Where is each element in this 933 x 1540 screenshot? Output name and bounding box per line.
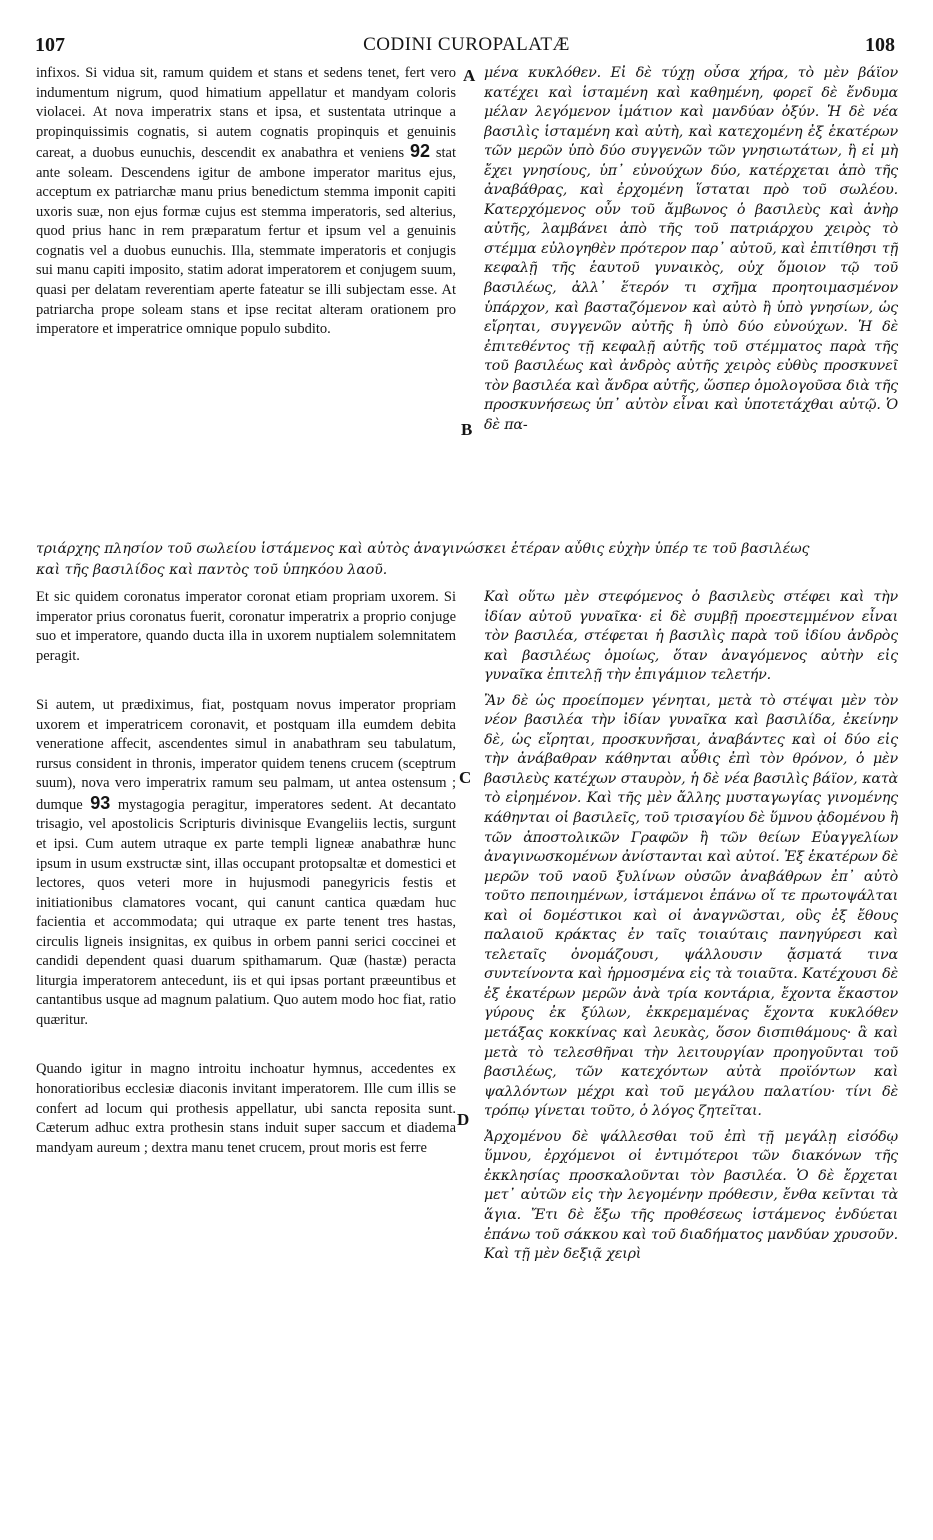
latin-paragraph-3-text-a: Si autem, ut prædiximus, fiat, postquam novus imperator propriam uxorem et imperatricem coronavit, et postquam illa eumdem debita veneratione affecit, ascendentes simul in anabathram seu tabulatum, rursus consident in thronis, imperator quidem tenens crucem (sceptrum suum), nova vero imperatrix ramum seu palmam, ut antea ostensum ; dumque: [36, 697, 456, 813]
greek-spanning-line-1: τριάρχης πλησίον τοῦ σωλείου ἱστάμενος καὶ αὐτὸς ἀναγινώσκει ἑτέραν αὖθις εὐχὴν ὑπέρ τε τοῦ βασιλέως: [36, 541, 810, 557]
page-number-right: 108: [865, 34, 895, 56]
latin-paragraph-1: [36, 64, 456, 340]
greek-paragraph-3: Ἂν δὲ ὡς προείπομεν γένηται, μετὰ τὸ στέψαι μὲν τὸν νέον βασιλέα τὴν ἰδίαν γυναῖκα καὶ βασιλίδα, ἐκείνην δὲ, ὡς εἴρηται, προσκυνῆσαι, ἀναβάντες καὶ οἱ δύο εἰς τὴν ἀνάβαθραν κάθηνται αὖθις ἐπὶ τὸν θρόνον, ὁ μὲν βασιλεὺς κατέχων σταυρὸν, ἡ δὲ νέα βασιλὶς βάϊον, κατὰ τὸ εἰρημένον. Καὶ τῆς μὲν ἄλλης μυσταγωγίας γινομένης κάθηνται οἱ βασιλεῖς, τοῦ τρισαγίου δὲ ὕμνου ᾀδομένου ἢ τῶν ἀποστολικῶν Γραφῶν ἢ τῶν θείων Εὐαγγελίων ἀναγινωσκομένων ἀνίστανται καὶ αὐτοί. Ἐξ ἑκατέρων δὲ μερῶν τοῦ ναοῦ ξυλίνων οὐσῶν ἀναβάθρων ἐπ᾿ αὐτὸ τοῦτο πεποιημένων, ἱστάμενοι ἐπάνω οἵ τε πρωτοψάλται καὶ οἱ δομέστικοι καὶ οἱ ἀναγνῶσται, οὓς ἐξ ἔθους παλαιοῦ κράκτας ἐν ταῖς τοιαύταις πανηγύρεσι καὶ τελεταῖς ὀνομάζουσι, ψάλλουσιν ᾄσματά τινα συντείνοντα καὶ ἡρμοσμένα εἰς τὰ τοιαῦτα. Κατέχουσι δὲ ἐξ ἑκατέρων μερῶν ἀνὰ τρία κοντάρια, ἔχοντα ἕκαστον γύρους ἐκ ξύλων, ἐκκρεμαμένας ἔχοντα κυκλόθεν μετάξας κοκκίνας καὶ λευκὰς, ὅσον δισπιθάμους· ἃ καὶ μετὰ τὸ τελεσθῆναι τὴν λειτουργίαν προηγοῦνται τοῦ βασιλέως, τῶν κατεχόντων αὐτὰ προϊόντων καὶ ψαλλόντων μέχρι καὶ τοῦ μεγάλου παλατίου· τίνι δὲ τρόπῳ γίνεται τοῦτο, ὁ λόγος ζητεῖται.: [484, 692, 898, 1120]
greek-paragraph-4: Ἀρχομένου δὲ ψάλλεσθαι τοῦ ἐπὶ τῇ μεγάλῃ εἰσόδῳ ὕμνου, ἐρχόμενοι οἱ ἐντιμότεροι τῶν διακόνων τῆς ἐκκλησίας προσκαλοῦνται τὸν βασιλέα. Ὁ δὲ ἔρχεται μετ᾿ αὐτῶν εἰς τὴν λεγομένην πρόθεσιν, ἔνθα κεῖνται τὰ ἅγια. Ἔτι δὲ ἔξω τῆς προθέσεως ἱστάμενος ἐνδύεται ἐπάνω τοῦ σάκκου καὶ τοῦ διαδήματος μανδύαν χρυσοῦν. Καὶ τῇ μὲν δεξιᾷ χειρὶ: [484, 1128, 898, 1263]
latin-column-bottom: [36, 588, 456, 1508]
greek-spanning-line-2: καὶ τῆς βασιλίδος καὶ παντὸς τοῦ ὑπηκόου λαοῦ.: [36, 562, 388, 578]
paragraph-gap: [36, 666, 456, 696]
greek-column-bottom: [484, 588, 898, 1508]
paragraph-gap: [36, 1030, 456, 1060]
margin-marker-b: B: [461, 420, 473, 439]
running-title: CODINI CUROPALATÆ: [363, 34, 570, 55]
margin-marker-a: A: [463, 66, 476, 85]
latin-paragraph-4: Quando igitur in magno introitu inchoatur hymnus, accedentes ex honoratioribus ecclesiæ diaconis invitant imperatorem. Ille cum illis se confert ad locum qui prothesis appellatur, ubi sancta reposita sunt. Cæterum adhuc extra prothesin stans induit super saccum et diadema mandyam aureum ; dextra manu tenet crucem, prout moris est ferre: [36, 1061, 456, 1156]
latin-paragraph-2: Et sic quidem coronatus imperator coronat etiam propriam uxorem. Si imperator prius coronatus fuerit, coronatur imperatrix a proprio conjuge suo et imperatore, quando ducta illa in uxorem nuptialem solemnitatem peragit.: [36, 589, 456, 664]
section-number-93: 93: [90, 792, 111, 813]
greek-paragraph-2: Καὶ οὕτω μὲν στεφόμενος ὁ βασιλεὺς στέφει καὶ τὴν ἰδίαν αὐτοῦ γυναῖκα· εἰ δὲ συμβῇ προεστεμμένον εἶναι τὸν βασιλέα, στέφεται ἡ βασιλὶς παρὰ τοῦ ἰδίου ἀνδρὸς καὶ βασιλέως ὁμοίως, ὅταν ἀναγόμενος αὐτὴν εἰς γυναῖκα ἐπιτελῇ τὴν ἐπιγάμιον τελετήν.: [484, 589, 898, 684]
greek-column-top: [484, 64, 898, 534]
latin-paragraph-1-text-b: stat ante soleam. Descendens igitur de ambone imperator maritus ejus, acceptum ex patriarchæ manu prius benedictum stemma imponit capiti uxoris suæ, non ejus formæ cujus est stemma imperatoris, sed alterius, quod prius hanc in rem præparatum fertur et ipsum vel a genuinis cognatis vel a duobus eunuchis. Illa, stemmate imperatoris et conjugis sui manu capiti imposito, statim adorat imperatorem et conjugem suum, quasi per delatam reverentiam aperte fateatur se illi subjectam esse. At patriarcha prope soleam stans et ipse recitat alteram orationem pro imperatore et imperatrice omnique populo subdito.: [36, 145, 456, 338]
latin-paragraph-3-text-b: mystagogia peragitur, imperatores sedent. At decantato trisagio, vel apostolicis Scripturis divinisque Evangeliis lectis, surgunt et ipsi. Cum autem utraque ex parte templi ligneæ anabathræ hunc ipsum in usum exstructæ sint, illas occupant protopsaltæ et domestici et lectores, quos veteri more in hujusmodi panegyricis festis et initiationibus clamatores vocant, qui canunt cantica quædam huc facientia et accommodata; qui utraque ex parte tenent tres hastas, circulis ligneis insignitas, ex quibus in orbem panni serici coccinei et candidi dependent quasi duarum spithamarum. Quæ (hastæ) peracta liturgia imperatorem antecedunt, iis et qui ipsas portant præeuntibus et cantantibus usque ad magnum palatium. Quo autem modo hoc fiat, ratio quæritur.: [36, 796, 456, 1028]
margin-marker-d: D: [457, 1110, 470, 1129]
greek-paragraph-1: μένα κυκλόθεν. Εἰ δὲ τύχῃ οὖσα χήρα, τὸ μὲν βάϊον κατέχει καὶ ἱσταμένη καὶ καθημένη, φορεῖ δὲ ἔνδυμα μέλαν λεγόμενον ἱμάτιον καὶ μανδύαν ὀξύν. Ἡ δὲ νέα βασιλὶς ἱσταμένη καὶ αὐτὴ, καὶ κατεχομένη ἐξ ἑκατέρων τῶν μερῶν ὑπὸ δύο συγγενῶν τῶν γνησιωτάτων, ἢ εἰ μὴ ἔχει γνησίους, ὑπ᾿ εὐνούχων δύο, κατέρχεται ἀπὸ τῆς ἀναβάθρας, καὶ ἐρχομένη ἵσταται πρὸ τοῦ σωλέου. Κατερχόμενος οὖν τοῦ ἄμβωνος ὁ βασιλεὺς καὶ ἀνὴρ αὐτῆς, λαμβάνει ἀπὸ τῆς τοῦ πατριάρχου χειρὸς τὸ στέμμα εὐλογηθὲν πρότερον παρ᾿ αὐτοῦ, καὶ ἐπιτίθησι τῇ κεφαλῇ τῆς ἑαυτοῦ γυναικὸς, οὐχ ὅμοιον τῷ τοῦ βασιλέως, ἀλλ᾿ ἕτερόν τι σχῆμα προητοιμασμένον ὑπάρχον, καὶ βασταζόμενον καὶ αὐτὸ ἢ ὑπὸ γνησίων, ὡς εἴρηται, συγγενῶν αὐτῆς ἢ ὑπὸ δύο εὐνούχων. Ἡ δὲ ἐπιτεθέντος τῇ κεφαλῇ αὐτῆς τοῦ στέμματος παρὰ τῆς τοῦ βασιλέως καὶ ἀνδρὸς αὐτῆς χειρὸς εὐθὺς προσκυνεῖ τὸν βασιλέα καὶ ἄνδρα αὐτῆς, ὥσπερ ὁμολογοῦσα διὰ τῆς προσκυνήσεως ὑπ᾿ αὐτὸν εἶναι καὶ ὑποτετάχθαι αὐτῷ. Ὁ δὲ πα-: [484, 65, 898, 433]
latin-column-top: [36, 64, 456, 534]
latin-paragraph-1-text-a: infixos. Si vidua sit, ramum quidem et stans et sedens tenet, fert vero indumentum nigrum, quod himatium appellatur et mandyam coloris violacei. At nova imperatrix stans et ipsa, et sustentata utrinque a propinquissimis cognatis, si autem cognatis propinquis et genuinis careat, a duobus eunuchis, descendit ex anabathra et veniens: [36, 65, 456, 162]
margin-marker-c: C: [459, 768, 472, 787]
latin-paragraph-3: [36, 696, 456, 1030]
page-number-left: 107: [35, 34, 65, 56]
section-number-92: 92: [409, 141, 431, 162]
